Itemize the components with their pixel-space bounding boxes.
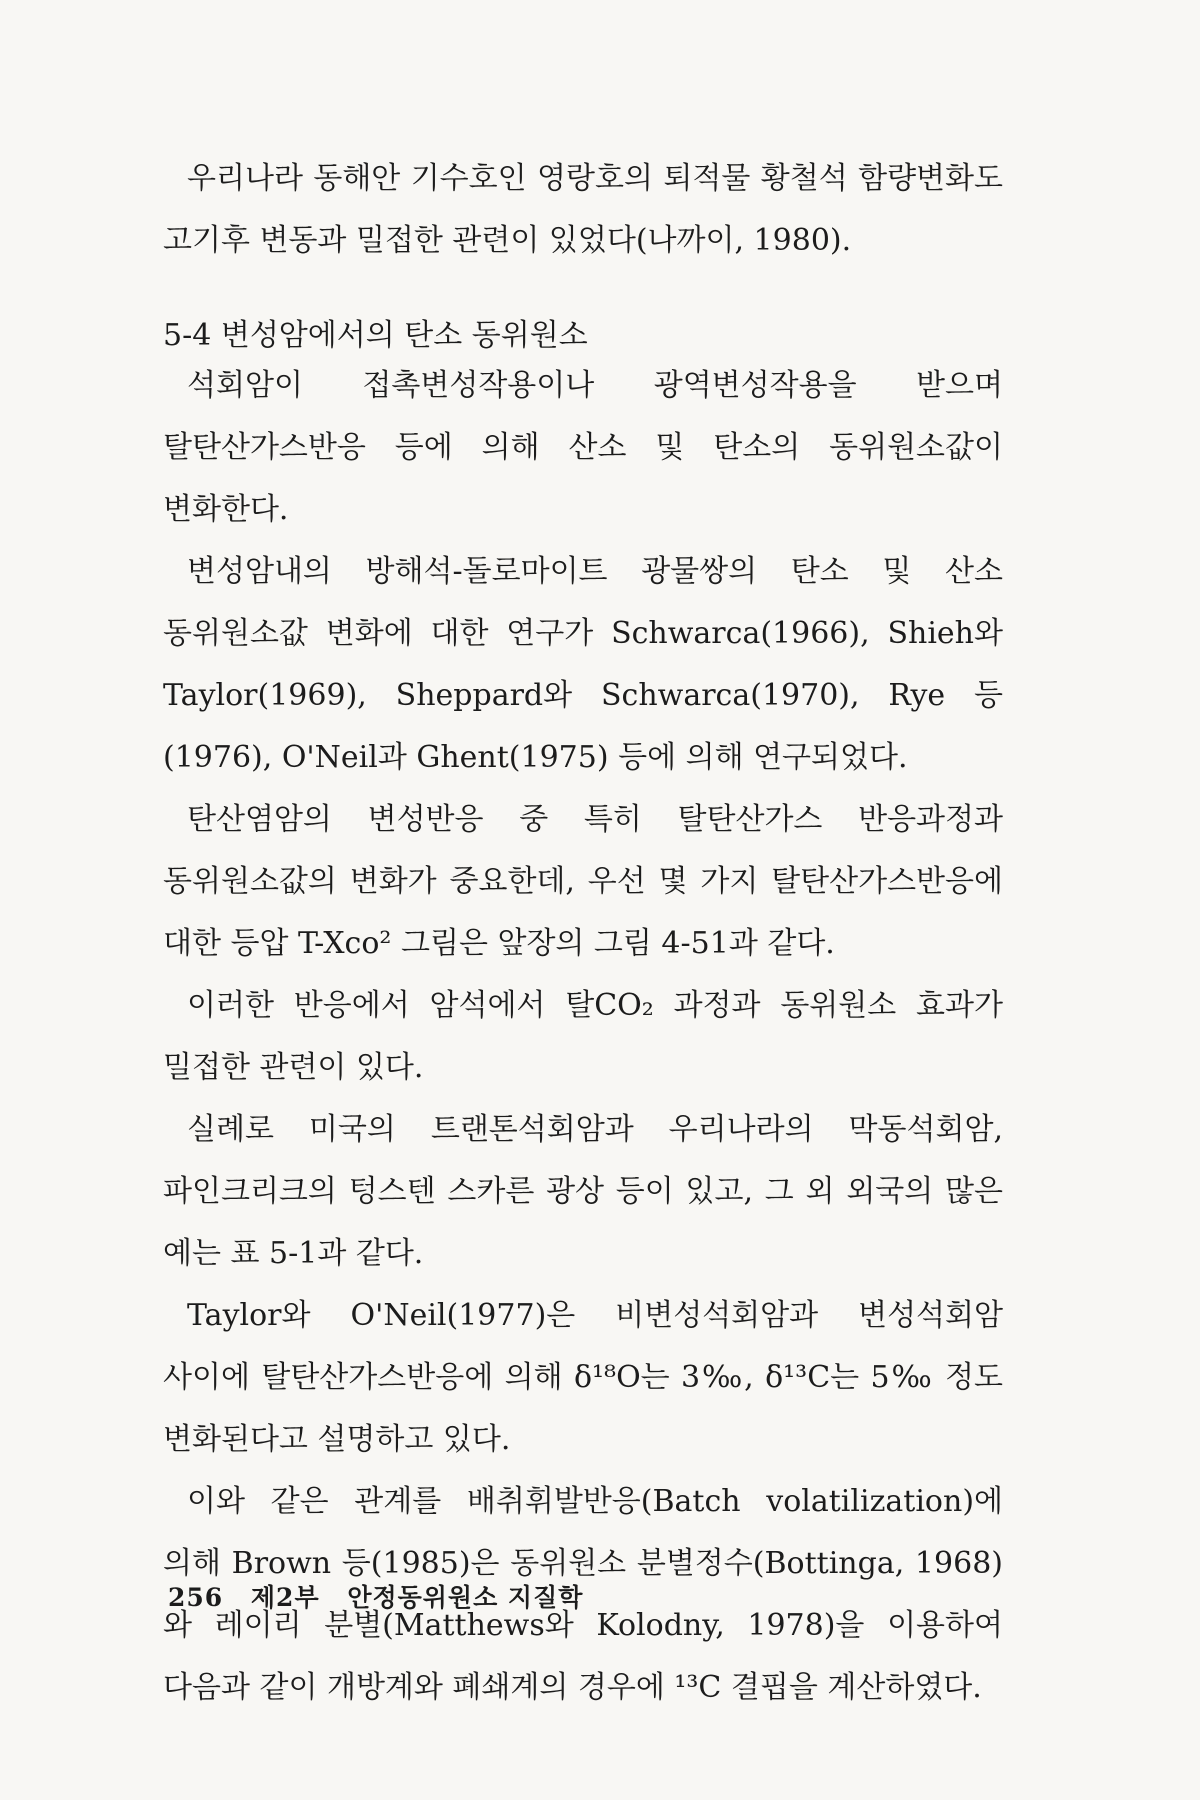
page-footer — [168, 1578, 601, 1614]
paragraph: 우리나라 동해안 기수호인 영랑호의 퇴적물 황철석 함량변화도 고기후 변동과 밀접한 관련이 있었다(나까이, 1980). — [163, 161, 1003, 258]
paragraph: Taylor와 O'Neil(1977)은 비변성석회암과 변성석회암 사이에 탈탄산가스반응에 의해 δ¹⁸O는 3‰, δ¹³C는 5‰ 정도 변화된다고 설명하고 있다. — [163, 1298, 1003, 1457]
paragraph: 변성암내의 방해석-돌로마이트 광물쌍의 탄소 및 산소 동위원소값 변화에 대한 연구가 Schwarca(1966), Shieh와 Taylor(1969), Sheppard와 Schwarca(1970), Rye 등(1976), O'Neil과 Ghent(1975) 등에 의해 연구되었다. — [163, 554, 1003, 775]
part-label: 제2부 — [250, 1583, 320, 1612]
page-number: 256 — [168, 1583, 224, 1612]
section-heading: 5-4 변성암에서의 탄소 동위원소 — [163, 318, 588, 353]
paragraph-block-1 — [163, 148, 1003, 272]
paragraph: 탄산염암의 변성반응 중 특히 탈탄산가스 반응과정과 동위원소값의 변화가 중요한데, 우선 몇 가지 탈탄산가스반응에 대한 등압 T-Xco² 그림은 앞장의 그림 4-51과 같다. — [163, 802, 1003, 961]
paragraph-block-2 — [163, 355, 1003, 1719]
paragraph: 이러한 반응에서 암석에서 탈CO₂ 과정과 동위원소 효과가 밀접한 관련이 있다. — [163, 988, 1003, 1085]
paragraph: 이와 같은 관계를 배취휘발반응(Batch volatilization)에 의해 Brown 등(1985)은 동위원소 분별정수(Bottinga, 1968)와 레이리 분별(Matthews와 Kolodny, 1978)을 이용하여 다음과 같이 개방계와 폐쇄계의 경우에 ¹³C 결핍을 계산하였다. — [163, 1484, 1003, 1705]
book-title: 안정동위원소 지질학 — [347, 1583, 584, 1612]
paragraph: 실례로 미국의 트랜톤석회암과 우리나라의 막동석회암, 파인크리크의 텅스텐 스카른 광상 등이 있고, 그 외 외국의 많은 예는 표 5-1과 같다. — [163, 1112, 1003, 1271]
paragraph: 석회암이 접촉변성작용이나 광역변성작용을 받으며 탈탄산가스반응 등에 의해 산소 및 탄소의 동위원소값이 변화한다. — [163, 368, 1003, 527]
